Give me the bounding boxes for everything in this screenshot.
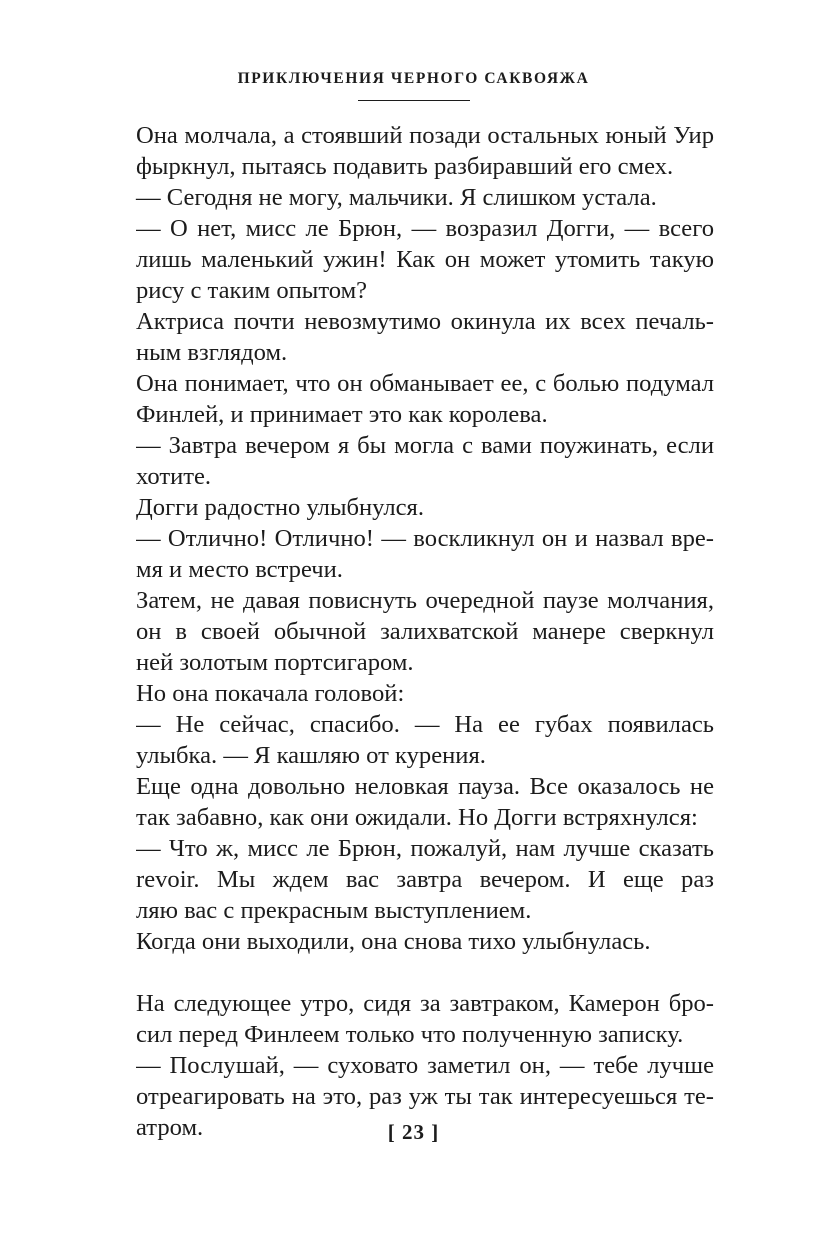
text-line: фыркнул, пытаясь подавить разбиравший его смех. <box>136 153 674 180</box>
text-line: Она молчала, а стоявший позади остальных юный Уир <box>136 122 714 149</box>
running-head-rule <box>358 100 470 101</box>
text-line: Она понимает, что он обманывает ее, с болью подумал <box>136 370 714 397</box>
text-line: — Что ж, мисс ле Брюн, пожалуй, нам лучше сказать <box>136 835 714 862</box>
text-line: атром. <box>136 1114 204 1141</box>
text-line: Но она покачала головой: <box>136 680 405 707</box>
page-number: [ 23 ] <box>387 1120 440 1144</box>
text-line: — Завтра вечером я бы могла с вами поужинать, если <box>136 432 714 459</box>
text-line: — О нет, мисс ле Брюн, — возразил Догги, — всего <box>136 215 714 242</box>
text-line: Затем, не давая повиснуть очередной паузе молчания, <box>136 587 714 614</box>
text-line: — Отлично! Отлично! — воскликнул он и назвал вре- <box>136 525 714 552</box>
section-1 <box>136 120 714 957</box>
text-line: отреагировать на это, раз уж ты так интересуешься те- <box>136 1083 714 1110</box>
body-text <box>136 120 714 1143</box>
text-line: Догги радостно улыбнулся. <box>136 494 425 521</box>
running-head: ПРИКЛЮЧЕНИЯ ЧЕРНОГО САКВОЯЖА <box>237 70 590 87</box>
text-line: — Сегодня не могу, мальчики. Я слишком устала. <box>136 184 657 211</box>
text-line: revoir. Мы ждем вас завтра вечером. И еще раз <box>136 866 714 893</box>
text-line: На следующее утро, сидя за завтраком, Камерон бро- <box>136 990 714 1017</box>
text-line: мя и место встречи. <box>136 556 343 583</box>
text-line: сил перед Финлеем только что полученную записку. <box>136 1021 684 1048</box>
text-line: лишь маленький ужин! Как он может утомить такую <box>136 246 714 273</box>
text-line: Финлей, и принимает это как королева. <box>136 401 548 428</box>
text-line: Еще одна довольно неловкая пауза. Все оказалось не <box>136 773 714 800</box>
text-line: — Не сейчас, спасибо. — На ее губах появилась <box>136 711 714 738</box>
text-line: ляю вас с прекрасным выступлением. <box>136 897 532 924</box>
text-line: так забавно, как они ожидали. Но Догги встряхнулся: <box>136 804 698 831</box>
text-line: ным взглядом. <box>136 339 288 366</box>
text-line: улыбка. — Я кашляю от курения. <box>136 742 486 769</box>
text-line: хотите. <box>136 463 212 490</box>
text-line: рису с таким опытом? <box>136 277 368 304</box>
section-break <box>136 957 714 988</box>
text-line: он в своей обычной залихватской манере сверкнул <box>136 618 714 645</box>
text-line: ней золотым портсигаром. <box>136 649 414 676</box>
text-line: Актриса почти невозмутимо окинула их всех печаль- <box>136 308 714 335</box>
text-line: — Послушай, — суховато заметил он, — тебе лучше <box>136 1052 714 1079</box>
text-line: Когда они выходили, она снова тихо улыбнулась. <box>136 928 651 955</box>
